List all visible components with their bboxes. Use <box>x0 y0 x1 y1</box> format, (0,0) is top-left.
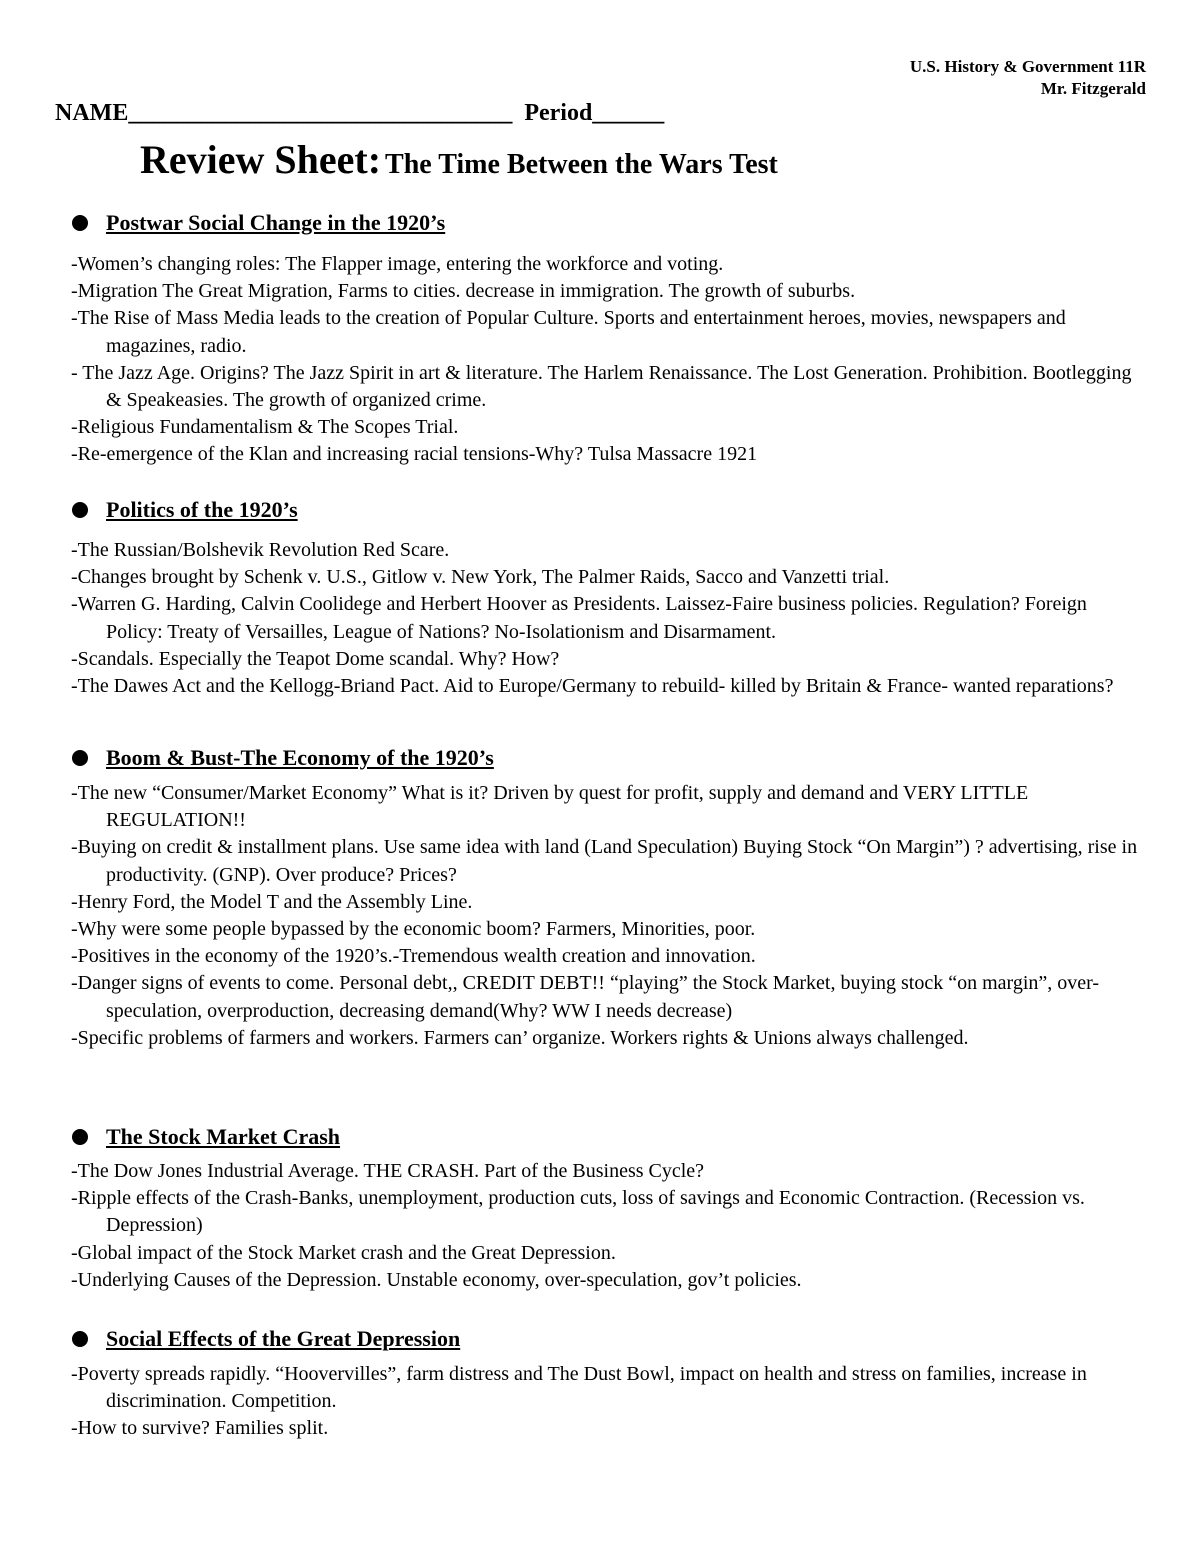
page-title <box>140 136 778 183</box>
list-item: -Positives in the economy of the 1920’s.-Tremendous wealth creation and innovation. <box>71 945 756 968</box>
bullet-icon <box>72 502 88 518</box>
bullet-icon <box>72 1129 88 1145</box>
bullet-icon <box>72 215 88 231</box>
list-item: -Danger signs of events to come. Personal debt,, CREDIT DEBT!! “playing” the Stock Market, buying stock “on margin”, over-speculation, overproduction, decreasing demand(Why? WW I needs decrease) <box>71 972 1100 1022</box>
section-heading-stock-market-crash: The Stock Market Crash <box>72 1124 340 1150</box>
section-items-social-effects <box>71 1361 1140 1443</box>
course-name: U.S. History & Government 11R <box>909 57 1146 76</box>
list-item: -Specific problems of farmers and workers. Farmers can’ organize. Workers rights & Unions always challenged. <box>71 1026 969 1049</box>
list-item: -Religious Fundamentalism & The Scopes Trial. <box>71 416 459 439</box>
list-item: -Warren G. Harding, Calvin Coolidege and Herbert Hoover as Presidents. Laissez-Faire business policies. Regulation? Foreign Policy: Treaty of Versailles, League of Nations? No-Isolationism and Disarmament. <box>71 593 1087 643</box>
section-items-postwar-social-change <box>71 251 1140 469</box>
bullet-icon <box>72 750 88 766</box>
list-item: -Ripple effects of the Crash-Banks, unemployment, production cuts, loss of savings and Economic Contraction. (Recession vs. Depression) <box>71 1187 1085 1237</box>
section-heading-social-effects: Social Effects of the Great Depression <box>72 1326 460 1352</box>
list-item: -Women’s changing roles: The Flapper image, entering the workforce and voting. <box>71 253 724 275</box>
list-item: -The Dawes Act and the Kellogg-Briand Pact. Aid to Europe/Germany to rebuild- killed by Britain & France- wanted reparations? <box>71 675 1114 698</box>
bullet-icon <box>72 1331 88 1347</box>
course-header <box>910 56 1146 100</box>
list-item: -The Rise of Mass Media leads to the creation of Popular Culture. Sports and entertainment heroes, movies, newspapers and magazines, radio. <box>71 307 1066 357</box>
list-item: -Scandals. Especially the Teapot Dome scandal. Why? How? <box>71 647 560 670</box>
title-sub: The Time Between the Wars Test <box>385 149 778 180</box>
section-heading-boom-bust: Boom & Bust-The Economy of the 1920’s <box>72 745 494 771</box>
list-item: -Global impact of the Stock Market crash and the Great Depression. <box>71 1241 616 1264</box>
list-item: -The Russian/Bolshevik Revolution Red Scare. <box>71 539 450 561</box>
section-heading-politics: Politics of the 1920’s <box>72 497 298 523</box>
title-main: Review Sheet: <box>140 137 382 182</box>
section-heading-postwar-social-change: Postwar Social Change in the 1920’s <box>72 210 445 236</box>
list-item: -Buying on credit & installment plans. Use same idea with land (Land Speculation) Buying Stock “On Margin”) ? advertising, rise in productivity. (GNP). Over produce? Prices? <box>71 836 1138 886</box>
section-items-boom-bust <box>71 780 1140 1052</box>
teacher-name: Mr. Fitzgerald <box>1040 79 1146 98</box>
section-items-politics <box>71 537 1140 700</box>
list-item: -Changes brought by Schenk v. U.S., Gitlow v. New York, The Palmer Raids, Sacco and Vanzetti trial. <box>71 566 890 589</box>
list-item: -The Dow Jones Industrial Average. THE CRASH. Part of the Business Cycle? <box>71 1160 705 1182</box>
list-item: -Underlying Causes of the Depression. Unstable economy, over-speculation, gov’t policies. <box>71 1268 802 1291</box>
list-item: -Re-emergence of the Klan and increasing racial tensions-Why? Tulsa Massacre 1921 <box>71 443 758 466</box>
list-item: -Migration The Great Migration, Farms to cities. decrease in immigration. The growth of suburbs. <box>71 280 856 303</box>
list-item: - The Jazz Age. Origins? The Jazz Spirit in art & literature. The Harlem Renaissance. The Lost Generation. Prohibition. Bootlegging & Speakeasies. The growth of organized crime. <box>71 361 1132 412</box>
list-item: -The new “Consumer/Market Economy” What is it? Driven by quest for profit, supply and demand and VERY LITTLE REGULATION!! <box>71 782 1029 832</box>
section-items-stock-market-crash <box>71 1158 1140 1294</box>
list-item: -Poverty spreads rapidly. “Hoovervilles”, farm distress and The Dust Bowl, impact on health and stress on families, increase in discrimination. Competition. <box>71 1363 1087 1413</box>
list-item: -How to survive? Families split. <box>71 1417 329 1440</box>
list-item: -Henry Ford, the Model T and the Assembly Line. <box>71 890 473 913</box>
name-period-line: NAME________________________________ Period______ <box>55 100 665 126</box>
list-item: -Why were some people bypassed by the economic boom? Farmers, Minorities, poor. <box>71 918 756 941</box>
